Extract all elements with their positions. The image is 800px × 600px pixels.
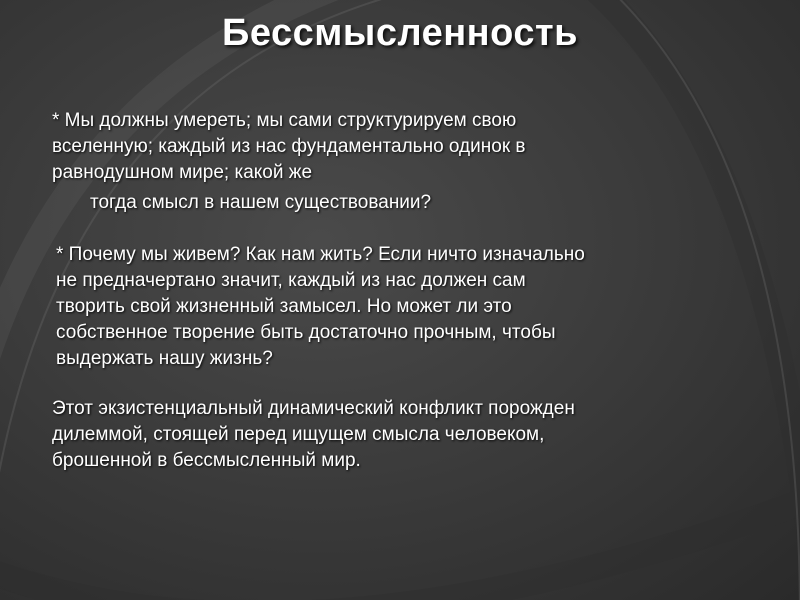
paragraph-1-continuation: тогда смысл в нашем существовании? [90, 192, 432, 213]
paragraph-3: Этот экзистенциальный динамический конфликт порожден дилеммой, стоящей перед ищущем смысла человеком, брошенной в бессмысленный мир. [52, 398, 575, 471]
slide-body [52, 108, 692, 474]
arc-bottom [0, 480, 800, 600]
slide-title: Бессмысленность [222, 12, 578, 54]
paragraph-2: * Почему мы живем? Как нам жить? Если ничто изначально не предначертано значит, каждый из нас должен сам творить свой жизненный замысел. Но может ли это собственное творение быть достаточно прочным, чтобы выдержать нашу жизнь? [56, 244, 585, 369]
paragraph-1: * Мы должны умереть; мы сами структурируем свою вселенную; каждый из нас фундаментально одинок в равнодушном мире; какой же [52, 110, 526, 183]
